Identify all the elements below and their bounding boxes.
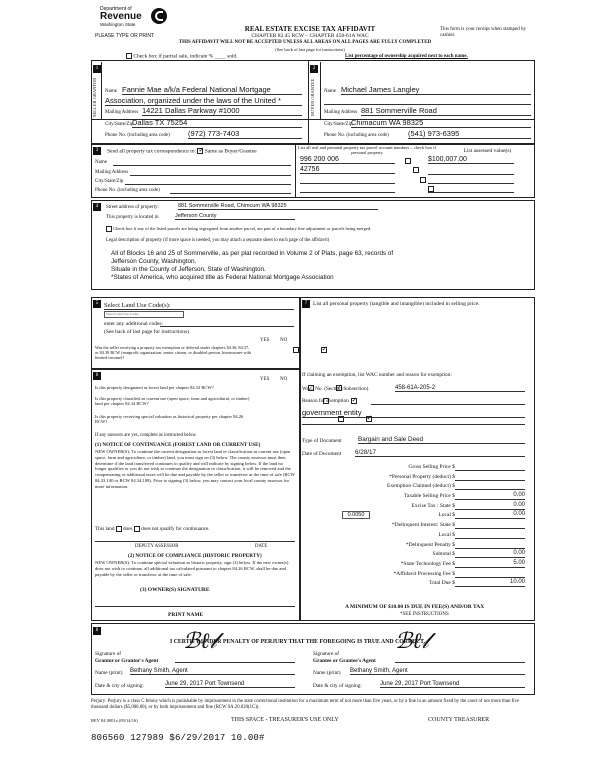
segregated-checkbox[interactable] bbox=[106, 226, 112, 232]
s6-no: NO bbox=[280, 377, 288, 382]
s5-see-back: (See back of last page for instructions) bbox=[104, 329, 189, 335]
does-label: does bbox=[123, 526, 133, 533]
tax-row-value[interactable]: 10.00 bbox=[455, 579, 525, 587]
grantee-sig-label bbox=[313, 651, 376, 664]
seller-mail-label: Mailing Address bbox=[105, 110, 139, 115]
tax-row-value[interactable]: 0.00 bbox=[455, 492, 525, 500]
tax-row-label: Gross Selling Price $ bbox=[408, 464, 455, 470]
historic-title: (2) NOTICE OF COMPLIANCE (HISTORIC PROPERTY) bbox=[128, 553, 262, 559]
grantor-sig-label-2: Grantor or Grantor's Agent bbox=[95, 657, 159, 664]
perjury-note: Perjury: Perjury is a class C felony which is punishable by imprisonment in the state correctional institution for a maximum term of not more than five years, or by a fine in an amount fixed by the court of not more than five thousand dollars ($5,000.00), or by both imprisonment and fine (RCW 9A.20.020(1C)). bbox=[91, 699, 520, 710]
doc-date[interactable]: 6/28/17 bbox=[355, 449, 525, 457]
historic-body: NEW OWNER(S): To continue special valuation as historic property, sign (3) below. If the new owner(s) does not wish to continue, all additional tax calculated pursuant to chapter 84.26 RCW, shall be due and payable by the seller or transferor at the time of sale. bbox=[95, 560, 289, 577]
send-label: Send all property tax correspondence to: bbox=[107, 148, 197, 155]
segregated bbox=[106, 226, 371, 232]
parcel-3-personal-checkbox[interactable] bbox=[420, 177, 426, 183]
treasurer-only: THIS SPACE - TREASURER'S USE ONLY bbox=[231, 717, 339, 723]
parcel-1[interactable]: 996 200 006 bbox=[300, 156, 395, 164]
tax-row bbox=[302, 482, 530, 492]
buyer-city[interactable]: Chimacum WA 98325 bbox=[351, 118, 531, 128]
seller-side-label: SELLER GRANTOR bbox=[92, 77, 97, 117]
section-6-number: 6 bbox=[93, 372, 101, 380]
see-back: (See back of last page for instructions) bbox=[275, 47, 345, 52]
tax-row bbox=[302, 531, 530, 541]
parcel-header: List all real and personal property tax parcel account numbers – check box if personal property bbox=[297, 145, 437, 155]
tax-row-value[interactable] bbox=[455, 482, 525, 490]
buyer-name-2[interactable] bbox=[324, 96, 531, 105]
deputy-line[interactable] bbox=[95, 541, 295, 542]
seller-name-label: Name bbox=[105, 89, 117, 94]
section-6-box bbox=[91, 369, 300, 621]
seller-name-2[interactable]: Association, organized under the laws of the United * bbox=[105, 96, 302, 106]
tax-row-value[interactable]: 0.00 bbox=[455, 511, 525, 519]
grantor-name-label: Name (print) bbox=[95, 670, 123, 676]
parties-divider bbox=[308, 60, 309, 144]
see-instructions: *SEE INSTRUCTIONS bbox=[400, 612, 449, 617]
form-title: REAL ESTATE EXCISE TAX AFFIDAVIT bbox=[244, 25, 376, 33]
tax-row bbox=[302, 492, 530, 502]
print-name-label: PRINT NAME bbox=[168, 612, 204, 618]
section-1-number: 1 bbox=[93, 65, 101, 73]
section-5-number: 5 bbox=[93, 300, 101, 308]
parcel-2[interactable]: 42756 bbox=[300, 166, 395, 174]
parcel-3[interactable] bbox=[300, 183, 395, 184]
tax-row-label: Excise Tax : State $ bbox=[411, 502, 455, 509]
revision: REV 84 0001a (09/14/16) bbox=[91, 718, 138, 723]
legal-line-2: Jefferson County, Washington. bbox=[111, 258, 197, 265]
tax-row-label: Taxable Selling Price $ bbox=[403, 493, 455, 500]
grantee-signature: ℬℓ𝓁 bbox=[395, 629, 429, 654]
tax-row-label: Total Due $ bbox=[429, 580, 455, 587]
tax-row bbox=[302, 511, 530, 521]
partial-sale bbox=[126, 53, 238, 59]
seller-phone-label: Phone No. (including area code) bbox=[105, 133, 170, 138]
grantee-name[interactable]: Bethany Smith, Agent bbox=[350, 668, 525, 675]
assessed-2[interactable] bbox=[428, 174, 514, 175]
doc-date-label: Date of Document bbox=[302, 451, 342, 457]
tax-row bbox=[302, 463, 530, 473]
continuance-body: NEW OWNER(S): To continue the current designation as forest land or classification as current use (open space, farm and agriculture, or timber) land, you must sign on (3) below. The county assessor must then determine if the land transferred continues to qualify and will indicate by signing below. If the land no longer qualifies or you do not wish to continue the designation or classification, it will be removed and the compensating or additional taxes will be due and payable by the seller or transferor at the time of sale (RCW 84.33.140 or RCW 84.34.108). Prior to signing (3) below, you may contact your local county assessor for more information. bbox=[95, 449, 295, 489]
tax-row-value[interactable] bbox=[455, 463, 525, 471]
date-label: DATE bbox=[255, 544, 268, 549]
land-use-label: Select Land Use Code(s): bbox=[104, 302, 294, 310]
legal-line-3: Situate in the County of Jefferson, State of Washington. bbox=[111, 266, 266, 273]
dept-line3: Washington State bbox=[100, 22, 136, 27]
buyer-phone[interactable]: (541) 973-6395 bbox=[408, 129, 531, 139]
tax-row-label: Exemption Claimed (deduct) $ bbox=[387, 483, 455, 490]
tax-row-value[interactable]: 0.00 bbox=[455, 550, 525, 558]
grantor-sig-label bbox=[95, 651, 158, 664]
grantor-sig-label-1: Signature of bbox=[95, 651, 122, 657]
tax-row-value[interactable] bbox=[455, 531, 525, 539]
section-8-number: 8 bbox=[93, 627, 101, 635]
s5-yes-checkbox[interactable] bbox=[293, 347, 299, 353]
exemption-reason[interactable]: government entity bbox=[302, 408, 525, 418]
s3-phone-field[interactable] bbox=[170, 193, 291, 194]
tax-row-value[interactable] bbox=[455, 570, 525, 578]
same-as-buyer-label: Same as Buyer/Grantee bbox=[204, 148, 257, 155]
local-rate[interactable]: 0.0050 bbox=[342, 511, 370, 519]
tax-row bbox=[302, 579, 530, 589]
s3-city-field[interactable] bbox=[125, 184, 291, 185]
partial-sale-label: Check box if partial sale, indicate % ____ sold. bbox=[133, 53, 238, 60]
buyer-name-label: Name bbox=[324, 89, 336, 94]
tax-row-label: Local $ bbox=[438, 512, 455, 519]
tax-row-value[interactable] bbox=[455, 473, 525, 481]
grantee-name-label: Name (print) bbox=[313, 670, 341, 676]
located-county[interactable]: Jefferson County bbox=[175, 213, 295, 220]
tax-row bbox=[302, 521, 530, 531]
seller-city-label: City/State/Zip bbox=[105, 122, 134, 127]
continuance-title: (1) NOTICE OF CONTINUANCE (FOREST LAND OR CURRENT USE) bbox=[95, 442, 261, 448]
buyer-mail-label: Mailing Address bbox=[324, 110, 358, 115]
s3-name-label: Name bbox=[95, 160, 107, 165]
does-not-label: does not bbox=[141, 526, 159, 533]
deputy-label: DEPUTY ASSESSOR bbox=[135, 544, 179, 549]
forest-question: Is this property designated as forest land per chapter 84.33 RCW? bbox=[95, 385, 214, 390]
tax-row bbox=[302, 560, 530, 570]
please-type: PLEASE TYPE OR PRINT bbox=[95, 33, 155, 39]
doc-type[interactable]: Bargain and Sale Deed bbox=[358, 436, 525, 444]
section-2-number: 2 bbox=[310, 65, 318, 73]
tax-row-value[interactable] bbox=[455, 541, 525, 549]
owner-signature-line[interactable] bbox=[95, 606, 295, 607]
grantor-date-label: Date & city of signing: bbox=[95, 683, 144, 689]
reason-line bbox=[371, 404, 525, 405]
s3-mail-label: Mailing Address bbox=[95, 170, 129, 175]
wac-number[interactable]: 458-61A-205-2 bbox=[395, 385, 525, 392]
tax-row-label: *Delinquent Interest: State $ bbox=[391, 522, 455, 529]
section-7-number: 7 bbox=[302, 300, 310, 308]
dor-seal-icon bbox=[151, 8, 167, 24]
buyer-city-label: City/State/Zip bbox=[324, 122, 353, 127]
assessed-3[interactable] bbox=[428, 183, 514, 184]
does-checkbox[interactable] bbox=[116, 526, 122, 532]
s3-name-field[interactable] bbox=[113, 165, 291, 166]
parcel-4[interactable] bbox=[300, 192, 395, 193]
tax-row-value[interactable]: 5.00 bbox=[455, 560, 525, 568]
does-not-checkbox[interactable] bbox=[134, 526, 140, 532]
street-address[interactable]: 881 Sommerville Road, Chimcum WA 98325 bbox=[178, 203, 378, 210]
doc-type-label: Type of Document bbox=[302, 438, 342, 444]
buyer-name[interactable]: Michael James Langley bbox=[341, 85, 531, 95]
exemption-label: If claiming an exemption, list WAC number and reason for exemption: bbox=[302, 372, 452, 378]
segregated-label: Check box if any of the listed parcels are being segregated from another parcel, are part of a boundary line adjustment or parcels being merged. bbox=[113, 226, 372, 232]
legal-line-1: All of Blocks 16 and 25 of Sommerville, as per plat recorded in Volume 2 of Plats, page 63, records of bbox=[111, 250, 394, 257]
tax-row bbox=[302, 541, 530, 551]
s5-yes: YES bbox=[260, 338, 270, 343]
list-percentage: List percentage of ownership acquired next to each name. bbox=[345, 54, 468, 59]
assessed-1[interactable]: $100,007.00 bbox=[428, 156, 514, 164]
if-yes-note: If any answers are yes, complete as instructed below. bbox=[95, 433, 197, 438]
historic-question: Is this property receiving special valuation as historical property per chapter 84.26 RCW? bbox=[95, 414, 244, 424]
additional-codes-label: enter any additional codes: bbox=[104, 321, 164, 327]
assessed-header: List assessed value(s) bbox=[463, 148, 512, 154]
parcel-2-personal-checkbox[interactable] bbox=[413, 167, 419, 173]
land-use-select[interactable]: Select Land Use Codes bbox=[104, 311, 184, 318]
s6-yes: YES bbox=[260, 377, 270, 382]
grantee-date-label: Date & city of signing: bbox=[313, 683, 362, 689]
wac-label: WAC No. (Section/Subsection) bbox=[302, 386, 369, 392]
assessed-4[interactable] bbox=[428, 192, 514, 193]
s5-no: NO bbox=[280, 338, 288, 343]
county-treasurer: COUNTY TREASURER bbox=[428, 717, 490, 723]
buyer-side-label: BUYER GRANTEE bbox=[310, 78, 315, 116]
tax-row-label: Local $ bbox=[438, 531, 455, 538]
qualify-label: qualify for continuance. bbox=[159, 526, 210, 533]
partial-sale-checkbox[interactable] bbox=[126, 53, 132, 59]
exemption-question: Was the seller receiving a property tax exemption or deferral under chapters 84.36, 84.37, or 84.38 RCW (nonprofit organization, senior citizen, or disabled person, homeowner with limited income)? bbox=[95, 345, 252, 360]
s3-phone-label: Phone No. (including area code) bbox=[95, 188, 160, 193]
send-correspondence bbox=[107, 148, 257, 154]
s3-city-label: City/State/Zip bbox=[95, 179, 124, 184]
receipt-stamp: 806560 127989 $6/29/2017 10.00# bbox=[91, 733, 265, 743]
certify-statement: I CERTIFY UNDER PENALTY OF PERJURY THAT THE FOREGOING IS TRUE AND CORRECT. bbox=[170, 639, 426, 645]
seller-mail[interactable]: 14221 Dallas Parkway #1000 bbox=[142, 106, 302, 116]
tax-row-value[interactable]: 0.00 bbox=[455, 502, 525, 510]
tax-row-label: Subtotal $ bbox=[432, 551, 455, 558]
legal-description bbox=[111, 250, 531, 282]
grantor-date[interactable]: June 29, 2017 Port Townsend bbox=[165, 681, 295, 688]
personal-property-label: List all personal property (tangible and intangible) included in selling price. bbox=[313, 301, 480, 307]
tax-row-value[interactable] bbox=[455, 521, 525, 529]
dept-line1: Department of bbox=[100, 6, 132, 12]
owner-signature-label: (3) OWNER(S) SIGNATURE bbox=[140, 587, 210, 593]
additional-codes-field[interactable] bbox=[160, 326, 294, 327]
grantee-sig-label-1: Signature of bbox=[313, 651, 340, 657]
grantor-name[interactable]: Bethany Smith, Agent bbox=[130, 668, 295, 675]
this-land-label: This land bbox=[95, 526, 115, 533]
grantee-sig-label-2: Grantee or Grantee's Agent bbox=[313, 657, 376, 664]
current-use-question: Is this property classified as current use (open space, farm and agricultural, or timber) land per chapter 84.34 RCW? bbox=[95, 396, 250, 406]
receipt-note: This form is your receipt when stamped by cashier. bbox=[440, 27, 526, 38]
same-as-buyer-checkbox[interactable] bbox=[197, 148, 203, 154]
grantor-signature: ℬℓ𝓁 bbox=[183, 629, 217, 654]
minimum-due: A MINIMUM OF $10.00 IS DUE IN FEE(S) AND/OR TAX bbox=[345, 604, 485, 610]
tax-row bbox=[302, 550, 530, 560]
qualify-line bbox=[95, 526, 210, 532]
tax-row-label: *Affidavit Processing Fee $ bbox=[393, 570, 455, 577]
tax-row-label: *State Technology Fee $ bbox=[400, 560, 455, 567]
section-4-number: 4 bbox=[93, 203, 101, 211]
seller-city[interactable]: Dallas TX 75254 bbox=[132, 118, 302, 128]
reason-label: Reason for exemption bbox=[302, 398, 349, 404]
tax-row-label: *Delinquent Penalty $ bbox=[405, 541, 455, 548]
buyer-phone-label: Phone No. (including area code) bbox=[324, 133, 389, 138]
tax-row bbox=[302, 570, 530, 580]
legal-label: Legal description of property (if more space is needed, you may attach a separate sheet to each page of the affidavit) bbox=[106, 238, 330, 243]
tax-table bbox=[302, 463, 530, 589]
section-3-number: 3 bbox=[93, 147, 101, 155]
grantee-signature-line[interactable] bbox=[395, 662, 525, 663]
tax-row bbox=[302, 473, 530, 483]
grantor-signature-line[interactable] bbox=[175, 662, 295, 663]
s3-mail-field[interactable] bbox=[130, 175, 291, 176]
dept-line2: Revenue bbox=[100, 11, 142, 22]
street-label: Street address of property: bbox=[106, 205, 159, 210]
form-warning: THIS AFFIDAVIT WILL NOT BE ACCEPTED UNLESS ALL AREAS ON ALL PAGES ARE FULLY COMPLETED bbox=[178, 40, 432, 45]
buyer-mail[interactable]: 881 Sommerville Road bbox=[361, 106, 531, 116]
tax-row-label: *Personal Property (deduct) $ bbox=[389, 473, 455, 480]
dor-logo bbox=[100, 6, 152, 27]
grantee-date[interactable]: June 29, 2017 Port Townsend bbox=[380, 681, 525, 688]
seller-name[interactable]: Fannie Mae a/k/a Federal National Mortgage bbox=[122, 85, 302, 95]
form-chapter: CHAPTER 82.45 RCW – CHAPTER 458-61A WAC bbox=[251, 33, 369, 39]
parcel-1-personal-checkbox[interactable] bbox=[405, 158, 411, 164]
seller-phone[interactable]: (972) 773-7403 bbox=[188, 129, 302, 139]
reason-line-2 bbox=[302, 424, 525, 425]
tax-row bbox=[302, 502, 530, 512]
located-label: This property is located in bbox=[106, 215, 159, 220]
legal-line-4: *States of America, who acquired title as Federal National Mortgage Association bbox=[111, 274, 334, 281]
